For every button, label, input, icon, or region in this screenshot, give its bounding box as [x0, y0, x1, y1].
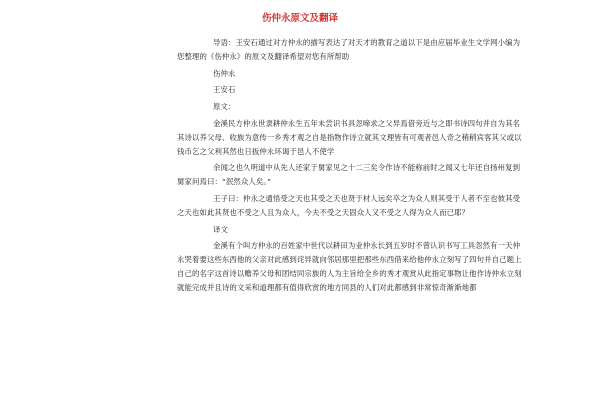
- translation-label: 译文: [213, 224, 228, 234]
- document-body: [177, 36, 527, 295]
- original-paragraph-3: 王子曰：仲永之通悟受之天也其受之天也贤于材人远矣卒之为众人则其受于人者不至也彼其受之天也如此其贤也不受之人且为众人，今夫不受之天固众人又不受之人得为众人而已耶？: [177, 193, 521, 217]
- original-paragraph-2: 余闻之也久明道中从先人还家于舅家见之十二三矣令作诗不能称前时之闻又七年还自扬州复到舅家问焉曰：“泯然众人矣。”: [177, 163, 521, 187]
- translation-paragraph-1: 金溪有个叫方仲永的百姓家中世代以耕田为业仲永长到五岁时不曾认识书写工具忽然有一天仲永哭着要这些东西他的父亲对此感到诧异就向邻居那里把那些东西借来给他仲永立刻写了四句并自己题上自己的名字这首诗以赡养父母和团结同宗族的人为主旨给全乡的秀才观赏从此指定事物让他作诗仲永立刻就能完成并且诗的文采和道理都有值得欣赏的地方同县的人们对此都感到非常惊奇渐渐地都: [177, 241, 522, 292]
- original-paragraph-1: 金溪民方仲永世隶耕仲永生五年未尝识书具忽啼求之父异焉借旁近与之即书诗四句并自为其名其诗以养父母、收族为意传一乡秀才观之自是指物作诗立就其文理皆有可观者邑人奇之稍稍宾客其父或以钱币乞之父利其然也日扳仲永环谒于邑人不使学: [177, 118, 522, 156]
- document-title: 伤仲永原文及翻译: [261, 13, 338, 24]
- author-heading: 王安石: [213, 85, 236, 95]
- poem-title-heading: 伤仲永: [213, 68, 236, 78]
- intro-paragraph: 导语：王安石通过对方仲永的描写表达了对天才的教育之道以下是由应届毕业生文学网小编为您整理的《伤仲永》的原文及翻译希望对您有所帮助: [177, 38, 521, 61]
- original-text-label: 原文：: [213, 102, 236, 112]
